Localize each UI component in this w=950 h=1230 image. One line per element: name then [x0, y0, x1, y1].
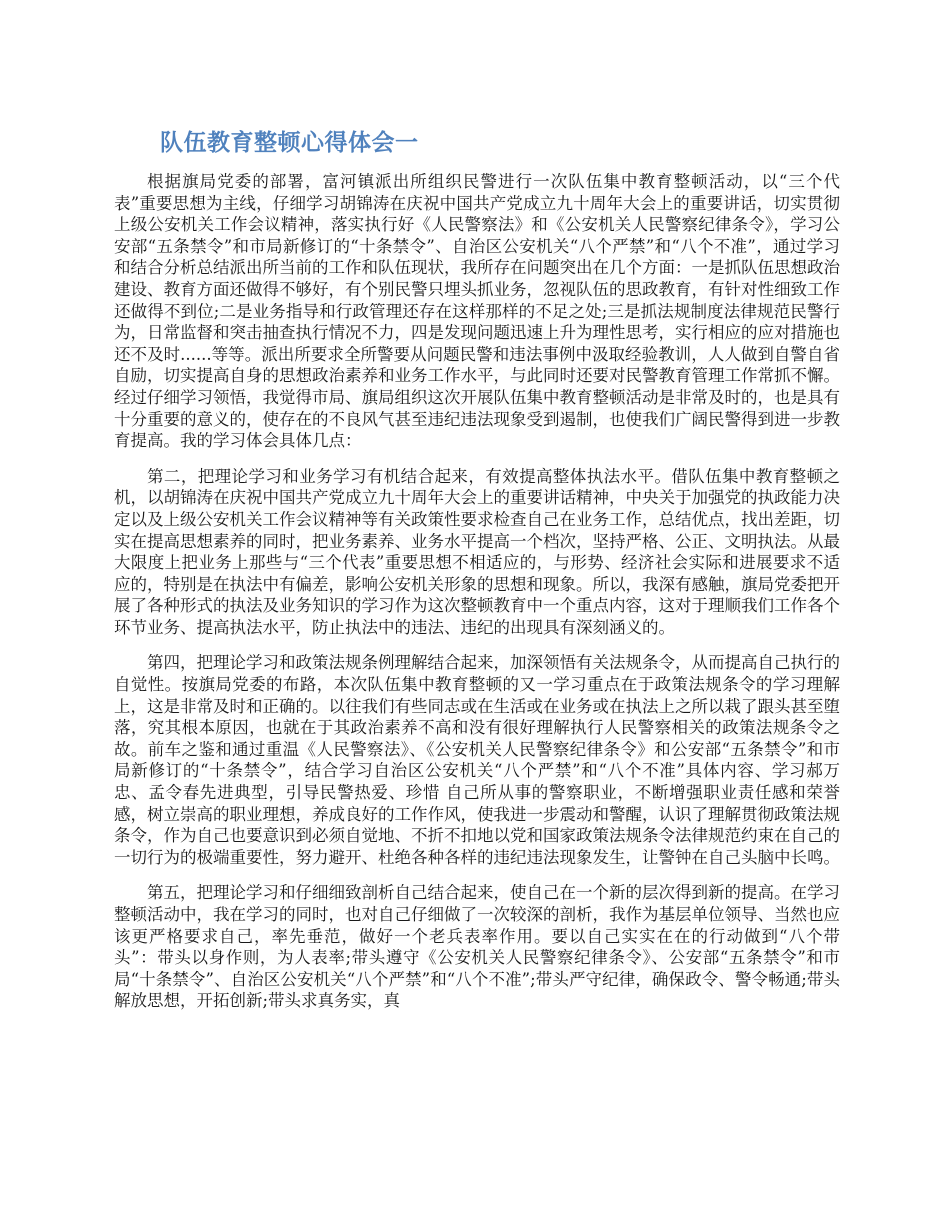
document-title: 队伍教育整顿心得体会一: [160, 130, 419, 156]
paragraph-fourth: 第四，把理论学习和政策法规条例理解结合起来，加深领悟有关法规条令，从而提高自己执行的自觉性。按旗局党委的布路，本次队伍集中教育整顿的又一学习重点在于政策法规条令的学习理解上，这是非常及时和正确的。以往我们有些同志或在生活或在业务或在执法上之所以栽了跟头甚至堕落，究其根本原因，也就在于其政治素养不高和没有很好理解执行人民警察相关的政策法规条令之故。前车之鉴和通过重温《人民警察法》、《公安机关人民警察纪律条令》和公安部“五条禁令”和市局新修订的“十条禁令”，结合学习自治区公安机关“八个严禁”和“八个不准”具体内容、学习郝万忠、孟令春先进典型，引导民警热爱、珍惜 自己所从事的警察职业，不断增强职业责任感和荣誉感，树立崇高的职业理想，养成良好的工作作风，使我进一步震动和警醒，认识了理解贯彻政策法规条令，作为自己也要意识到必须自觉地、不折不扣地以党和国家政策法规条令法律规范约束在自己的一切行为的极端重要性，努力避开、杜绝各种各样的违纪违法现象发生，让警钟在自己头脑中长鸣。: [114, 653, 840, 867]
paragraph-second: 第二，把理论学习和业务学习有机结合起来，有效提高整体执法水平。借队伍集中教育整顿之机，以胡锦涛在庆祝中国共产党成立九十周年大会上的重要讲话精神，中央关于加强党的执政能力决定以及上级公安机关工作会议精神等有关政策性要求检查自己在业务工作，总结优点，找出差距，切实在提高思想素养的同时，把业务素养、业务水平提高一个档次，坚持严格、公正、文明执法。从最大限度上把业务上那些与“三个代表”重要思想不相适应的，与形势、经济社会实际和进展要求不适应的，特别是在执法中有偏差，影响公安机关形象的思想和现象。所以，我深有感触，旗局党委把开展了各种形式的执法及业务知识的学习作为这次整顿教育中一个重点内容，这对于理顺我们工作各个环节业务、提高执法水平，防止执法中的违法、违纪的出现具有深刻涵义的。: [114, 466, 840, 637]
document-body: [114, 171, 840, 1026]
paragraph-intro: 根据旗局党委的部署，富河镇派出所组织民警进行一次队伍集中教育整顿活动，以“三个代表”重要思想为主线，仔细学习胡锦涛在庆祝中国共产党成立九十周年大会上的重要讲话，切实贯彻上级公安机关工作会议精神，落实执行好《人民警察法》和《公安机关人民警察纪律条令》，学习公安部“五条禁令”和市局新修订的“十条禁令”、自治区公安机关“八个严禁”和“八个不准”，通过学习和结合分析总结派出所当前的工作和队伍现状，我所存在问题突出在几个方面：一是抓队伍思想政治建设、教育方面还做得不够好，有个别民警只埋头抓业务，忽视队伍的思政教育，有针对性细致工作还做得不到位;二是业务指导和行政管理还存在这样那样的不足之处;三是抓法规制度法律规范民警行为，日常监督和突击抽查执行情况不力，四是发现问题迅速上升为理性思考，实行相应的应对措施也还不及时......等等。派出所要求全所警要从问题民警和违法事例中汲取经验教训，人人做到自警自省自励，切实提高自身的思想政治素养和业务工作水平，与此同时还要对民警教育管理工作常抓不懈。经过仔细学习领悟，我觉得市局、旗局组织这次开展队伍集中教育整顿活动是非常及时的，也是具有十分重要的意义的，使存在的不良风气甚至违纪违法现象受到遏制，也使我们广阔民警得到进一步教育提高。我的学习体会具体几点：: [114, 172, 840, 451]
paragraph-fifth: 第五，把理论学习和仔细细致剖析自己结合起来，使自己在一个新的层次得到新的提高。在学习整顿活动中，我在学习的同时，也对自己仔细做了一次较深的剖析，我作为基层单位领导、当然也应该更严格要求自己，率先垂范，做好一个老兵表率作用。要以自己实实在在的行动做到“八个带头”：带头以身作则，为人表率;带头遵守《公安机关人民警察纪律条令》、公安部“五条禁令”和市局“十条禁令”、自治区公安机关“八个严禁”和“八个不准”;带头严守纪律，确保政令、警令畅通;带头解放思想，开拓创新;带头求真务实，真: [114, 883, 840, 1011]
